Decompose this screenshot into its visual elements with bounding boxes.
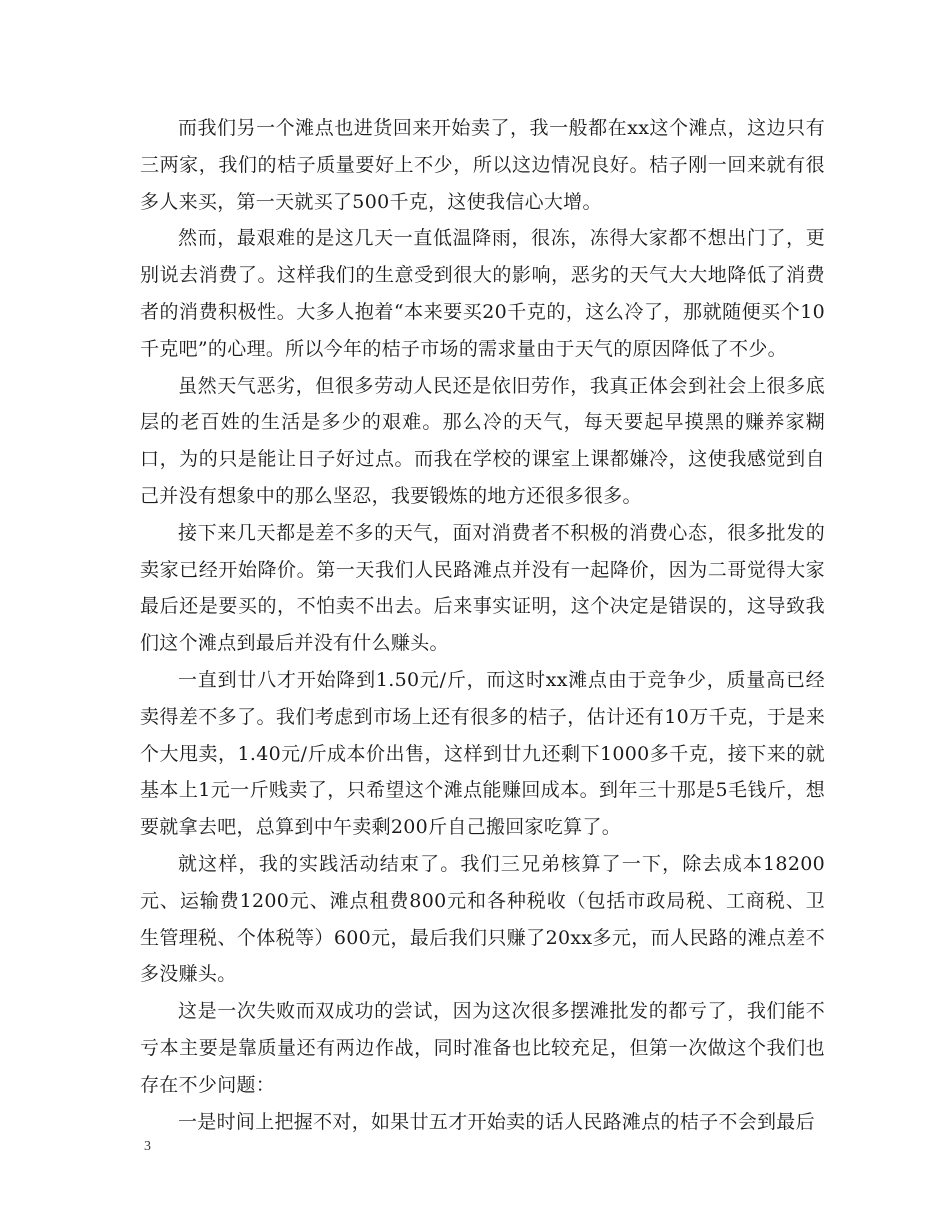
page-number: 3 [144,1139,151,1154]
paragraph-5: 一直到廿八才开始降到1.50元/斤，而这时xx滩点由于竞争少，质量高已经卖得差不多了。我们考虑到市场上还有很多的桔子，估计还有10万千克，于是来个大甩卖，1.40元/斤成本价出售，这样到廿九还剩下1000多千克，接下来的就基本上1元一斤贱卖了，只希望这个滩点能赚回成本。到年三十那是5毛钱斤，想要就拿去吧，总算到中午卖剩200斤自己搬回家吃算了。 [140,668,825,839]
paragraph-2: 然而，最艰难的是这几天一直低温降雨，很冻，冻得大家都不想出门了，更别说去消费了。这样我们的生意受到很大的影响，恶劣的天气大大地降低了消费者的消费积极性。大多人抱着“本来要买20千克的，这么冷了，那就随便买个10千克吧”的心理。所以今年的桔子市场的需求量由于天气的原因降低了不少。 [140,227,825,360]
paragraph-7: 这是一次失败而双成功的尝试，因为这次很多摆滩批发的都亏了，我们能不亏本主要是靠质量还有两边作战，同时准备也比较充足，但第一次做这个我们也存在不少问题： [140,1000,825,1096]
paragraph-1: 而我们另一个滩点也进货回来开始卖了，我一般都在xx这个滩点，这边只有三两家，我们的桔子质量要好上不少，所以这边情况良好。桔子刚一回来就有很多人来买，第一天就买了500千克，这使我信心大增。 [140,117,825,213]
paragraph-6: 就这样，我的实践活动结束了。我们三兄弟核算了一下，除去成本18200元、运输费1200元、滩点租费800元和各种税收（包括市政局税、工商税、卫生管理税、个体税等）600元，最后我们只赚了20xx多元，而人民路的滩点差不多没赚头。 [140,852,825,986]
document-body [140,110,825,1140]
paragraph-4: 接下来几天都是差不多的天气，面对消费者不积极的消费心态，很多批发的卖家已经开始降价。第一天我们人民路滩点并没有一起降价，因为二哥觉得大家最后还是要买的，不怕卖不出去。后来事实证明，这个决定是错误的，这导致我们这个滩点到最后并没有什么赚头。 [140,521,825,655]
paragraph-8: 一是时间上把握不对，如果廿五才开始卖的话人民路滩点的桔子不会到最后 [178,1110,815,1133]
paragraph-3: 虽然天气恶劣，但很多劳动人民还是依旧劳作，我真正体会到社会上很多底层的老百姓的生活是多少的艰难。那么冷的天气，每天要起早摸黑的赚养家糊口，为的只是能让日子好过点。而我在学校的课室上课都嫌冷，这使我感觉到自己并没有想象中的那么坚忍，我要锻炼的地方还很多很多。 [140,374,825,507]
